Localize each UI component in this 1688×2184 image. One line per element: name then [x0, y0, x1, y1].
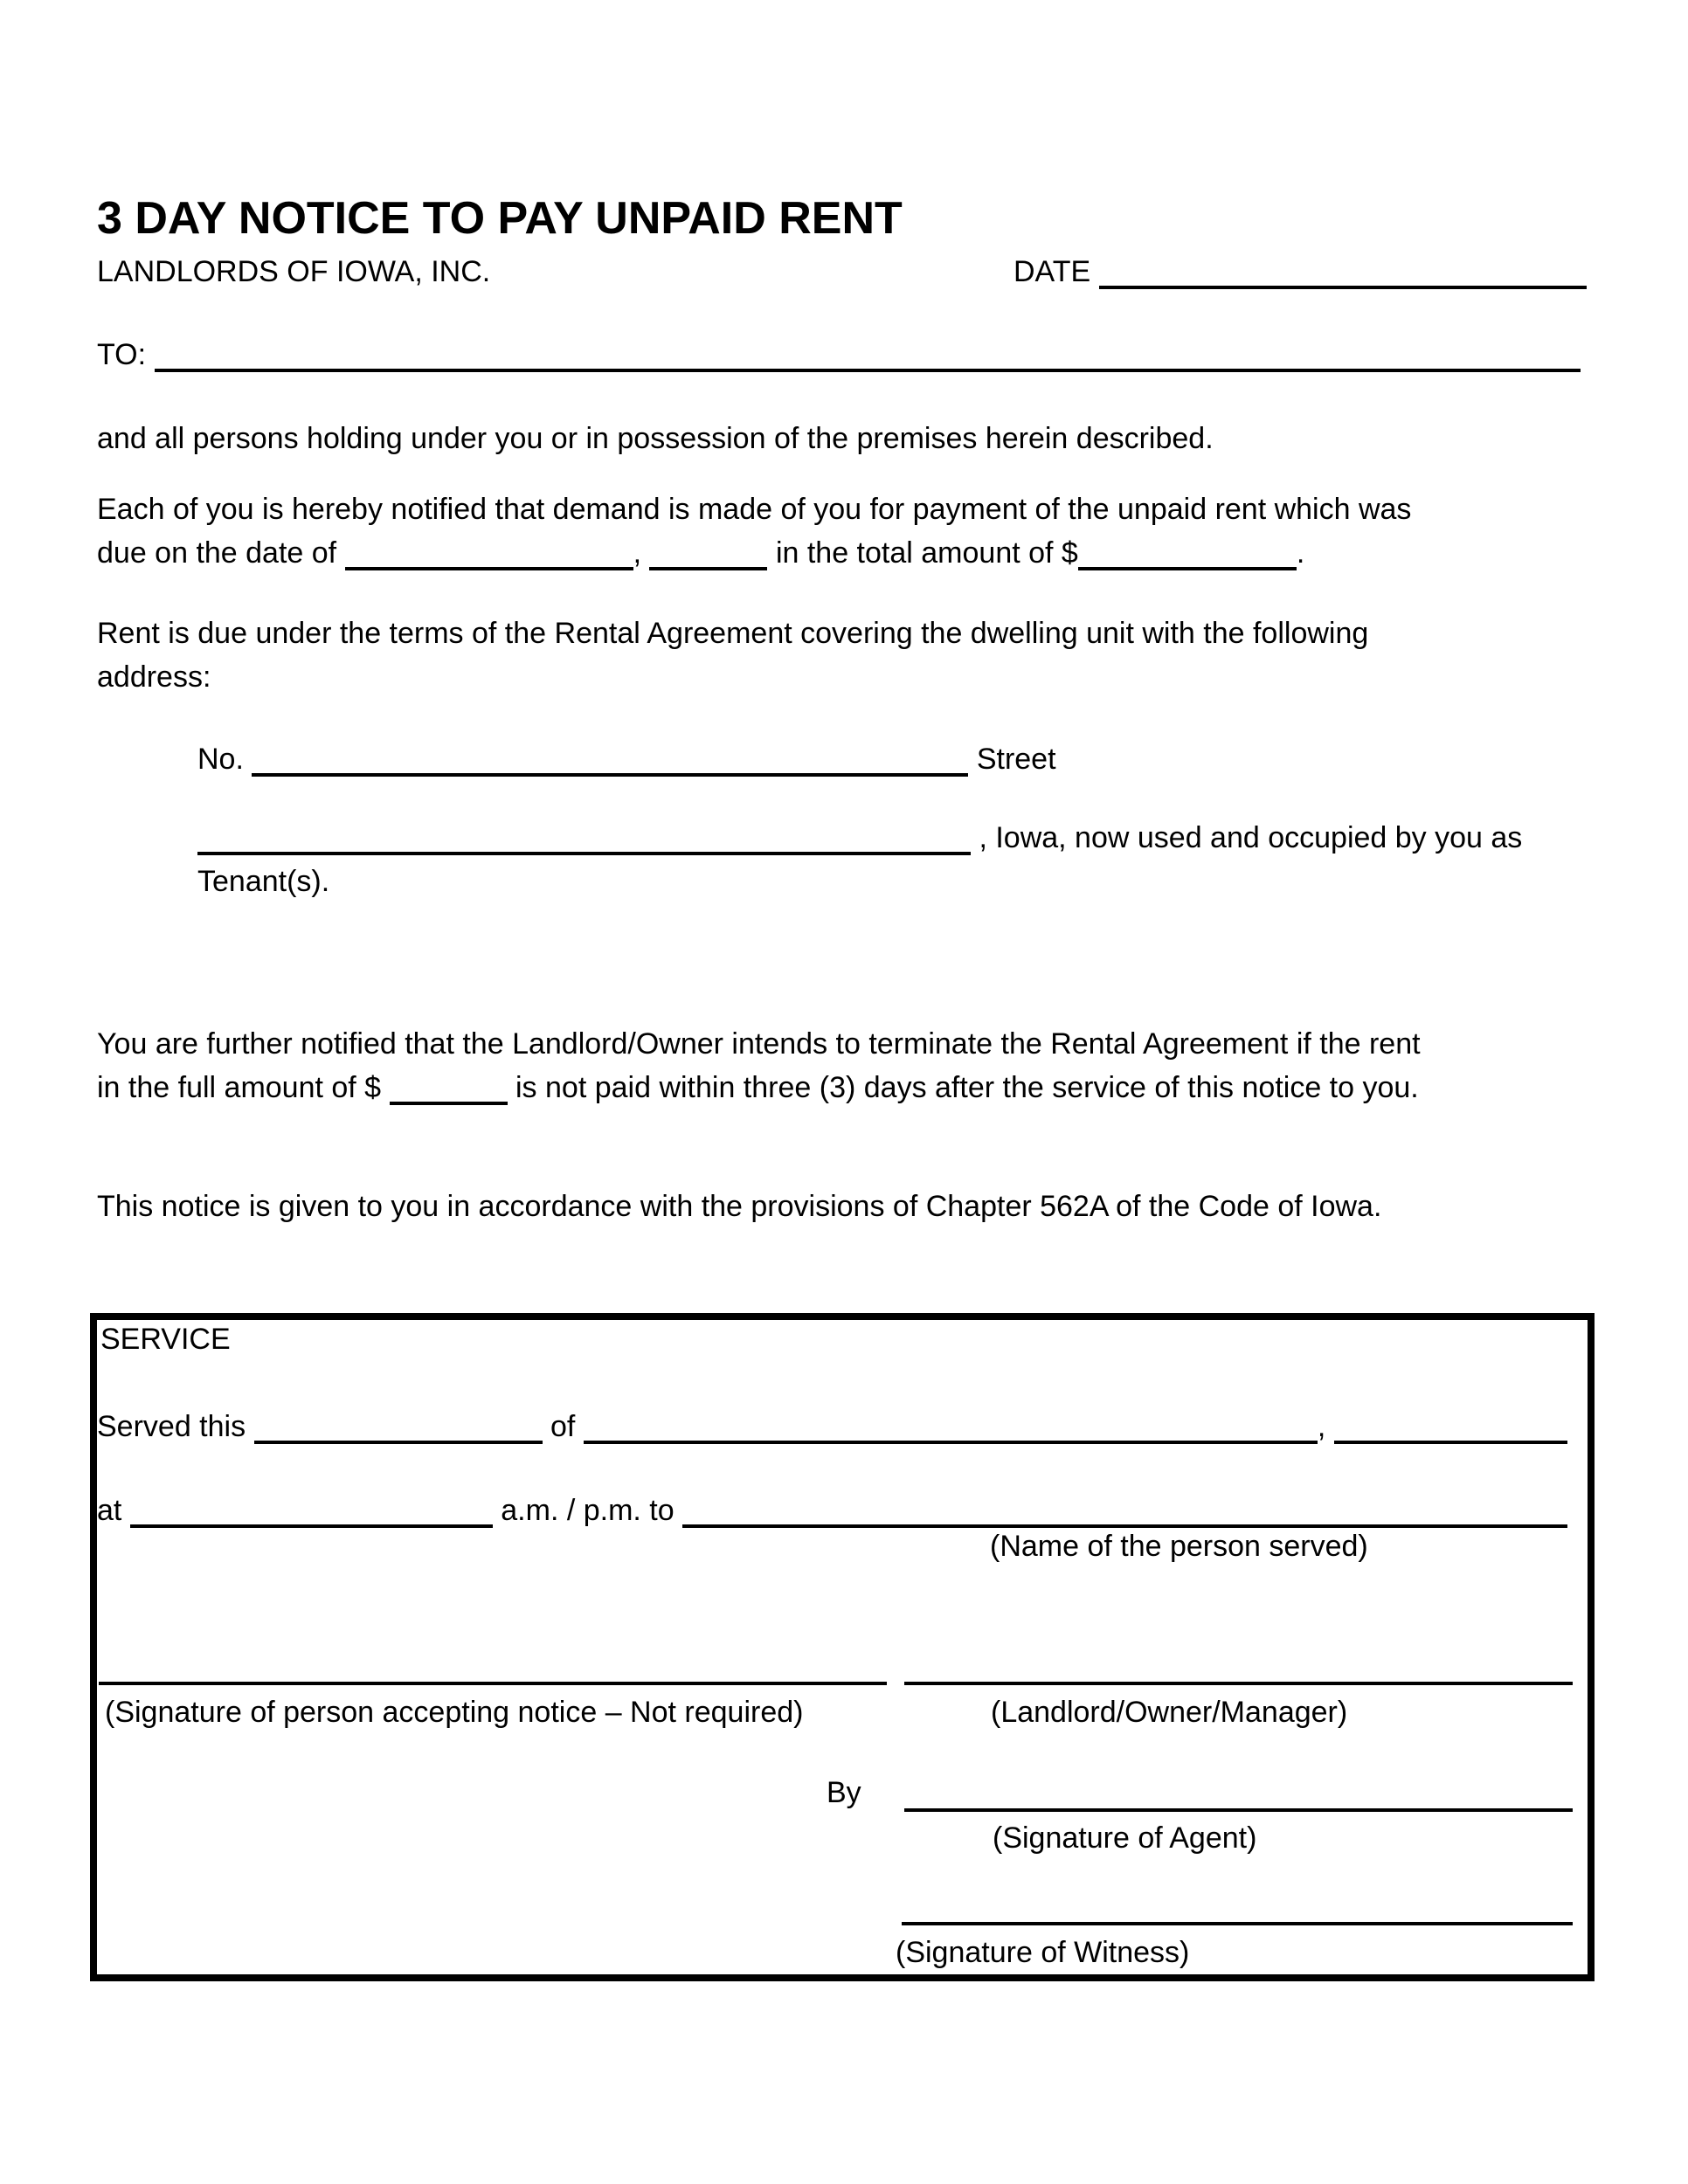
served-row	[97, 1405, 1567, 1455]
paragraph-terminate-line1: You are further notified that the Landlord/Owner intends to terminate the Rental Agreement if the rent	[97, 1027, 1421, 1061]
of-label: of	[550, 1410, 576, 1443]
city-suffix: , Iowa, now used and occupied by you as	[979, 821, 1523, 854]
served-comma: ,	[1317, 1410, 1326, 1443]
date-blank	[1099, 286, 1587, 289]
terminate-suffix: is not paid within three (3) days after the service of this notice to you.	[515, 1071, 1419, 1104]
organization-name: LANDLORDS OF IOWA, INC.	[97, 255, 491, 288]
address-no-row	[197, 737, 1056, 781]
total-amount-blank	[1078, 567, 1297, 570]
served-day-blank	[254, 1441, 543, 1444]
am-pm-to-label: a.m. / p.m. to	[501, 1494, 675, 1527]
paragraph-demand-line1: Each of you is hereby notified that demand is made of you for payment of the unpaid rent which was	[97, 493, 1412, 526]
paragraph-statute: This notice is given to you in accordance with the provisions of Chapter 562A of the Code of Iowa.	[97, 1190, 1382, 1223]
no-label: No.	[197, 743, 244, 776]
date-label: DATE	[1013, 255, 1091, 288]
accepting-signature-caption: (Signature of person accepting notice – Not required)	[105, 1696, 804, 1729]
city-blank	[197, 852, 971, 855]
street-number-blank	[252, 773, 968, 777]
date-row	[1013, 250, 1587, 301]
served-year-blank	[1334, 1441, 1567, 1444]
to-row	[97, 333, 1581, 384]
by-label: By	[827, 1776, 861, 1809]
landlord-signature-line	[904, 1682, 1573, 1685]
full-amount-blank	[390, 1102, 508, 1105]
to-blank	[155, 369, 1581, 372]
agent-signature-caption: (Signature of Agent)	[993, 1821, 1257, 1855]
landlord-caption: (Landlord/Owner/Manager)	[991, 1696, 1348, 1729]
terminate-prefix: in the full amount of $	[97, 1071, 382, 1104]
served-this-label: Served this	[97, 1410, 246, 1443]
accepting-signature-line	[99, 1682, 887, 1685]
due-date-blank	[345, 567, 633, 570]
demand-period: .	[1296, 536, 1305, 570]
witness-signature-line	[902, 1922, 1573, 1925]
at-label: at	[97, 1494, 122, 1527]
address-city-row	[197, 816, 1522, 860]
due-year-blank	[649, 567, 767, 570]
served-month-blank	[584, 1441, 1318, 1444]
agent-signature-line	[904, 1808, 1573, 1812]
to-label: TO:	[97, 338, 147, 371]
demand-prefix: due on the date of	[97, 536, 337, 570]
paragraph-rentdue-line1: Rent is due under the terms of the Rental Agreement covering the dwelling unit with the following	[97, 617, 1369, 650]
paragraph-rentdue-line2: address:	[97, 660, 211, 694]
demand-mid: in the total amount of $	[775, 536, 1078, 570]
tenant-label: Tenant(s).	[197, 865, 330, 898]
time-blank	[130, 1524, 493, 1528]
paragraph-possession: and all persons holding under you or in possession of the premises herein described.	[97, 422, 1214, 455]
paragraph-demand-line2	[97, 531, 1304, 575]
service-header: SERVICE	[100, 1323, 231, 1356]
demand-comma: ,	[633, 536, 642, 570]
witness-signature-caption: (Signature of Witness)	[896, 1936, 1190, 1969]
paragraph-terminate-line2	[97, 1066, 1419, 1109]
page-title: 3 DAY NOTICE TO PAY UNPAID RENT	[97, 193, 903, 244]
street-label: Street	[976, 743, 1056, 776]
name-served-caption: (Name of the person served)	[990, 1530, 1368, 1563]
